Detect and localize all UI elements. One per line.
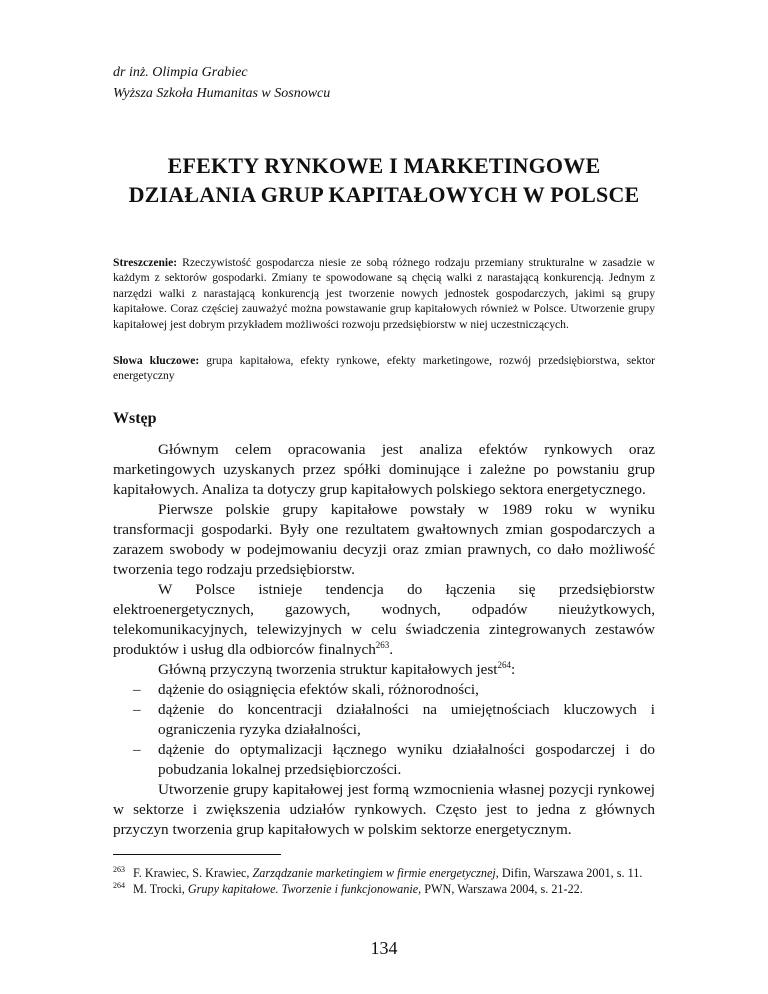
list-item (113, 740, 655, 780)
paper-title-line-1: EFEKTY RYNKOWE I MARKETINGOWE (167, 153, 601, 178)
paragraph-4-end: : (511, 661, 516, 678)
footnote-authors: M. Trocki, (133, 882, 188, 896)
abstract-label: Streszczenie: (113, 256, 178, 269)
paragraph-4 (113, 660, 655, 680)
keywords-text: grupa kapitałowa, efekty rynkowe, efekty marketingowe, rozwój przedsiębiorstwa, sektor energetyczny (113, 354, 655, 383)
list-item-text: dążenie do optymalizacji łącznego wyniku działalności gospodarczej i do pobudzania lokalnej przedsiębiorczości. (158, 741, 655, 778)
paper-title-line-2: DZIAŁANIA GRUP KAPITAŁOWYCH W POLSCE (128, 182, 640, 207)
author-affiliation: Wyższa Szkoła Humanitas w Sosnowcu (113, 86, 331, 101)
paragraph-3 (113, 580, 655, 660)
abstract-text: Rzeczywistość gospodarcza niesie ze sobą różnego rodzaju przemiany strukturalne w zasadzie w każdym z sektorów gospodarki. Zmiany te spowodowane są chęcią walki z narastającą konkurencją. Jednym z narzędzi walki z narastającą konkurencją jest tworzenie nowych jednostek gospodarczych, jakimi są grupy kapitałowe. Coraz częściej zauważyć można powstawanie grup kapitałowych również w Polsce. Utworzenie grupy kapitałowej jest dobrym przykładem możliwości rozwoju przedsiębiorstw w niej uczestniczących. (113, 256, 655, 331)
section-heading: Wstęp (113, 410, 157, 427)
keywords-label: Słowa kluczowe: (113, 354, 200, 367)
paragraph-2: Pierwsze polskie grupy kapitałowe powstały w 1989 roku w wyniku transformacji gospodarki. Były one rezultatem gwałtownych zmian gospodarczych a zarazem swobody w podejmowaniu decyzji oraz zmian prawnych, co dało możliwość tworzenia tego rodzaju przedsiębiorstw. (113, 501, 655, 578)
abstract (113, 255, 655, 332)
footnotes (113, 866, 655, 898)
paragraph-5: Utworzenie grupy kapitałowej jest formą wzmocnienia własnej pozycji rynkowej w sektorze i zwiększenia udziałów rynkowych. Często jest to jedna z głównych przyczyn tworzenia grup kapitałowych w polskim sektorze energetycznym. (113, 781, 655, 838)
paper-title (113, 151, 655, 209)
dash-marker: – (133, 741, 141, 758)
body-text (113, 440, 655, 840)
list-item-text: dążenie do osiągnięcia efektów skali, różnorodności, (158, 681, 479, 698)
footnote-264 (113, 882, 655, 896)
footnote-publisher: , PWN, Warszawa 2004, s. 21-22. (418, 882, 583, 896)
footnote-number: 264 (113, 880, 125, 890)
author-block (113, 62, 330, 104)
list-item (113, 680, 655, 700)
dash-marker: – (133, 701, 141, 718)
footnote-number: 263 (113, 864, 125, 874)
footnote-ref-263[interactable]: 263 (375, 639, 390, 650)
dash-marker: – (133, 681, 141, 698)
footnote-book-title: Zarządzanie marketingiem w firmie energetycznej (252, 866, 496, 880)
footnote-263 (113, 866, 655, 880)
footnote-publisher: , Difin, Warszawa 2001, s. 11. (495, 866, 643, 880)
footnote-separator (113, 854, 281, 855)
list-item-text: dążenie do koncentracji działalności na umiejętnościach kluczowych i ograniczenia ryzyka działalności, (158, 701, 655, 738)
paragraph-3-text: W Polsce istnieje tendencja do łączenia się przedsiębiorstw elektroenergetycznych, gazowych, wodnych, odpadów nieużytkowych, telekomunikacyjnych, telewizyjnych w celu świadczenia zintegrowanych zestawów produktów i usług dla odbiorców finalnych (113, 581, 655, 658)
page-number: 134 (370, 938, 398, 958)
footnote-book-title: Grupy kapitałowe. Tworzenie i funkcjonowanie (187, 882, 419, 896)
author-name: dr inż. Olimpia Grabiec (113, 65, 248, 80)
keywords (113, 353, 655, 384)
list-item (113, 700, 655, 740)
paragraph-4-text: Główną przyczyną tworzenia struktur kapitałowych jest (158, 661, 498, 678)
footnote-ref-264[interactable]: 264 (497, 659, 511, 670)
footnote-authors: F. Krawiec, S. Krawiec, (133, 866, 253, 880)
bullet-list (113, 680, 655, 780)
paragraph-3-end: . (389, 641, 394, 658)
paragraph-1: Głównym celem opracowania jest analiza efektów rynkowych oraz marketingowych uzyskanych przez spółki dominujące i zależne po powstaniu grup kapitałowych. Analiza ta dotyczy grup kapitałowych polskiego sektora energetycznego. (113, 441, 655, 498)
